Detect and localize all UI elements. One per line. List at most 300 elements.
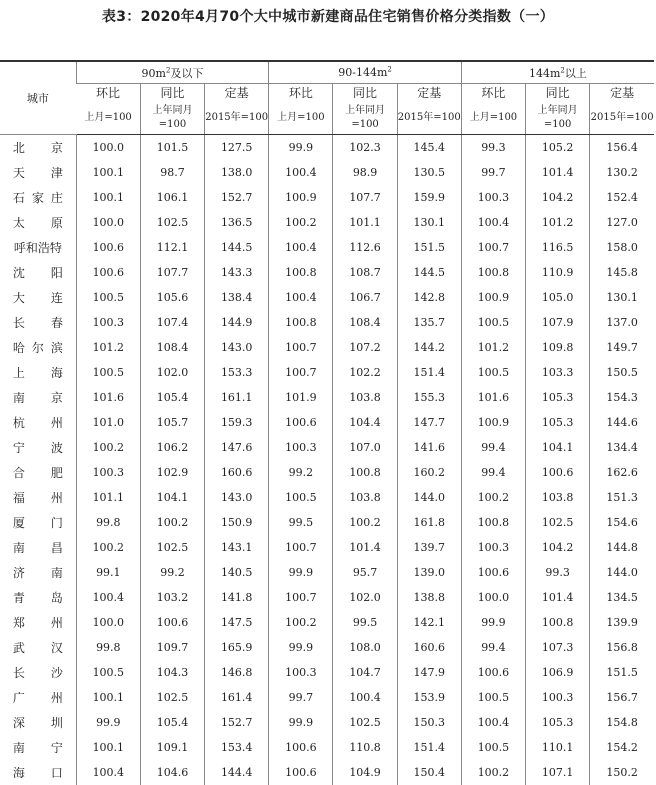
index-value-cell: 143.0 — [205, 335, 269, 360]
index-value-cell: 104.2 — [526, 535, 590, 560]
index-value-cell: 161.4 — [205, 685, 269, 710]
index-value-cell: 100.1 — [76, 160, 140, 185]
index-value-cell: 99.1 — [76, 560, 140, 585]
index-value-cell: 154.2 — [590, 735, 654, 760]
table-row — [0, 410, 654, 435]
index-value-cell: 100.6 — [269, 760, 333, 785]
index-value-cell: 107.0 — [333, 435, 397, 460]
city-name-cell — [0, 760, 76, 785]
index-value-cell: 153.4 — [205, 735, 269, 760]
index-value-cell: 151.5 — [397, 235, 461, 260]
city-name: 哈尔滨 — [12, 341, 63, 355]
index-value-cell: 101.4 — [526, 585, 590, 610]
city-name: 武汉 — [12, 641, 63, 655]
city-name-cell — [0, 510, 76, 535]
index-value-cell: 156.8 — [590, 635, 654, 660]
table-row — [0, 660, 654, 685]
city-name: 天津 — [12, 166, 63, 180]
subheader-yoy: 同比 — [333, 84, 397, 102]
index-value-cell: 145.4 — [397, 135, 461, 161]
table-row — [0, 235, 654, 260]
index-value-cell: 159.3 — [205, 410, 269, 435]
index-value-cell: 100.7 — [269, 585, 333, 610]
index-value-cell: 100.3 — [526, 685, 590, 710]
index-value-cell: 158.0 — [590, 235, 654, 260]
index-value-cell: 150.2 — [590, 760, 654, 785]
index-value-cell: 152.7 — [205, 710, 269, 735]
index-value-cell: 108.0 — [333, 635, 397, 660]
index-value-cell: 104.6 — [140, 760, 204, 785]
index-value-cell: 99.4 — [461, 635, 525, 660]
table-row — [0, 335, 654, 360]
index-value-cell: 144.4 — [205, 760, 269, 785]
subheader-fixed-base: 定基 — [397, 84, 461, 102]
index-value-cell: 147.9 — [397, 660, 461, 685]
index-value-cell: 105.2 — [526, 135, 590, 161]
index-value-cell: 99.3 — [526, 560, 590, 585]
index-value-cell: 102.9 — [140, 460, 204, 485]
city-name-cell — [0, 460, 76, 485]
base-label-fixed-base: 2015年=100 — [397, 101, 461, 135]
table-row — [0, 435, 654, 460]
index-value-cell: 100.2 — [269, 210, 333, 235]
index-value-cell: 110.8 — [333, 735, 397, 760]
city-name-cell — [0, 735, 76, 760]
city-name: 太原 — [12, 216, 63, 230]
index-value-cell: 160.6 — [205, 460, 269, 485]
base-label-yoy: 上年同月=100 — [526, 101, 590, 135]
index-value-cell: 144.2 — [397, 335, 461, 360]
index-value-cell: 151.3 — [590, 485, 654, 510]
index-value-cell: 95.7 — [333, 560, 397, 585]
city-name-cell — [0, 535, 76, 560]
index-value-cell: 102.5 — [333, 710, 397, 735]
index-value-cell: 144.5 — [205, 235, 269, 260]
index-value-cell: 150.9 — [205, 510, 269, 535]
index-value-cell: 161.1 — [205, 385, 269, 410]
index-value-cell: 138.8 — [397, 585, 461, 610]
city-name: 福州 — [12, 491, 63, 505]
index-value-cell: 99.7 — [269, 685, 333, 710]
base-label-mom: 上月=100 — [461, 101, 525, 135]
index-value-cell: 102.0 — [333, 585, 397, 610]
index-value-cell: 112.1 — [140, 235, 204, 260]
index-value-cell: 100.5 — [76, 285, 140, 310]
index-value-cell: 100.7 — [269, 360, 333, 385]
table-row — [0, 710, 654, 735]
subheader-mom: 环比 — [269, 84, 333, 102]
index-value-cell: 109.8 — [526, 335, 590, 360]
index-value-cell: 143.3 — [205, 260, 269, 285]
table-row — [0, 585, 654, 610]
index-value-cell: 135.7 — [397, 310, 461, 335]
index-value-cell: 105.4 — [140, 710, 204, 735]
index-value-cell: 100.8 — [269, 310, 333, 335]
city-name-cell — [0, 435, 76, 460]
city-name-cell — [0, 485, 76, 510]
index-value-cell: 134.4 — [590, 435, 654, 460]
index-value-cell: 142.1 — [397, 610, 461, 635]
subheader-yoy: 同比 — [526, 84, 590, 102]
index-value-cell: 101.2 — [76, 335, 140, 360]
index-value-cell: 150.5 — [590, 360, 654, 385]
index-value-cell: 103.8 — [333, 385, 397, 410]
city-name: 南宁 — [12, 741, 63, 755]
city-name-cell — [0, 235, 76, 260]
index-value-cell: 151.5 — [590, 660, 654, 685]
index-value-cell: 100.3 — [461, 535, 525, 560]
index-value-cell: 102.5 — [140, 685, 204, 710]
city-name: 深圳 — [12, 716, 63, 730]
index-value-cell: 99.8 — [76, 510, 140, 535]
table-row — [0, 185, 654, 210]
index-value-cell: 103.3 — [526, 360, 590, 385]
index-value-cell: 154.3 — [590, 385, 654, 410]
index-value-cell: 161.8 — [397, 510, 461, 535]
index-value-cell: 99.8 — [76, 635, 140, 660]
city-name: 宁波 — [12, 441, 63, 455]
subheader-yoy: 同比 — [140, 84, 204, 102]
city-name: 呼和浩特 — [13, 241, 62, 255]
index-value-cell: 138.4 — [205, 285, 269, 310]
index-value-cell: 104.9 — [333, 760, 397, 785]
index-value-cell: 141.6 — [397, 435, 461, 460]
index-value-cell: 101.6 — [461, 385, 525, 410]
index-value-cell: 112.6 — [333, 235, 397, 260]
index-value-cell: 110.1 — [526, 735, 590, 760]
index-value-cell: 109.7 — [140, 635, 204, 660]
index-value-cell: 100.7 — [269, 335, 333, 360]
index-value-cell: 100.5 — [76, 360, 140, 385]
city-name: 石家庄 — [12, 191, 63, 205]
index-value-cell: 104.1 — [526, 435, 590, 460]
index-value-cell: 100.2 — [76, 535, 140, 560]
subheader-mom: 环比 — [461, 84, 525, 102]
index-value-cell: 105.0 — [526, 285, 590, 310]
group-header-small: $90m^2$及以下 — [76, 61, 269, 84]
city-name-cell — [0, 335, 76, 360]
city-name: 上海 — [12, 366, 63, 380]
table-row — [0, 285, 654, 310]
index-value-cell: 100.5 — [269, 485, 333, 510]
index-value-cell: 99.4 — [461, 460, 525, 485]
index-value-cell: 105.3 — [526, 710, 590, 735]
city-name-cell — [0, 260, 76, 285]
index-value-cell: 141.8 — [205, 585, 269, 610]
index-value-cell: 144.6 — [590, 410, 654, 435]
index-value-cell: 104.1 — [140, 485, 204, 510]
index-value-cell: 144.5 — [397, 260, 461, 285]
base-label-yoy: 上年同月=100 — [333, 101, 397, 135]
index-value-cell: 147.7 — [397, 410, 461, 435]
table-row — [0, 635, 654, 660]
index-value-cell: 100.2 — [461, 760, 525, 785]
index-value-cell: 149.7 — [590, 335, 654, 360]
base-label-yoy: 上年同月=100 — [140, 101, 204, 135]
index-value-cell: 100.2 — [76, 435, 140, 460]
index-value-cell: 106.7 — [333, 285, 397, 310]
index-value-cell: 139.0 — [397, 560, 461, 585]
index-value-cell: 154.6 — [590, 510, 654, 535]
index-value-cell: 100.9 — [461, 410, 525, 435]
index-value-cell: 100.0 — [76, 610, 140, 635]
table-row — [0, 510, 654, 535]
index-value-cell: 156.4 — [590, 135, 654, 161]
index-value-cell: 100.2 — [333, 510, 397, 535]
index-value-cell: 103.8 — [526, 485, 590, 510]
index-value-cell: 139.7 — [397, 535, 461, 560]
index-value-cell: 100.7 — [269, 535, 333, 560]
index-value-cell: 152.4 — [590, 185, 654, 210]
index-value-cell: 100.6 — [76, 235, 140, 260]
index-value-cell: 100.5 — [76, 660, 140, 685]
index-value-cell: 100.8 — [269, 260, 333, 285]
index-value-cell: 100.1 — [76, 185, 140, 210]
index-value-cell: 101.2 — [526, 210, 590, 235]
city-name-cell — [0, 385, 76, 410]
index-value-cell: 99.9 — [76, 710, 140, 735]
table-row — [0, 535, 654, 560]
index-value-cell: 100.5 — [461, 310, 525, 335]
index-value-cell: 100.4 — [333, 685, 397, 710]
index-value-cell: 102.5 — [140, 210, 204, 235]
index-value-cell: 100.0 — [76, 210, 140, 235]
index-value-cell: 100.3 — [76, 310, 140, 335]
index-value-cell: 100.4 — [269, 160, 333, 185]
index-value-cell: 100.6 — [269, 735, 333, 760]
city-name-cell — [0, 410, 76, 435]
index-value-cell: 100.1 — [76, 735, 140, 760]
index-value-cell: 98.9 — [333, 160, 397, 185]
index-value-cell: 102.0 — [140, 360, 204, 385]
index-value-cell: 106.1 — [140, 185, 204, 210]
index-value-cell: 100.2 — [269, 610, 333, 635]
city-name: 北京 — [12, 141, 63, 155]
index-value-cell: 100.2 — [461, 485, 525, 510]
index-value-cell: 100.0 — [76, 135, 140, 161]
index-value-cell: 139.9 — [590, 610, 654, 635]
index-value-cell: 100.1 — [76, 685, 140, 710]
city-name: 广州 — [12, 691, 63, 705]
city-name: 郑州 — [12, 616, 63, 630]
index-value-cell: 107.4 — [140, 310, 204, 335]
city-name: 青岛 — [12, 591, 63, 605]
index-value-cell: 108.4 — [333, 310, 397, 335]
index-value-cell: 152.7 — [205, 185, 269, 210]
index-value-cell: 100.9 — [461, 285, 525, 310]
index-value-cell: 100.6 — [526, 460, 590, 485]
index-value-cell: 108.7 — [333, 260, 397, 285]
index-value-cell: 102.2 — [333, 360, 397, 385]
index-value-cell: 105.7 — [140, 410, 204, 435]
index-value-cell: 99.4 — [461, 435, 525, 460]
city-name: 厦门 — [12, 516, 63, 530]
city-name-cell — [0, 635, 76, 660]
index-value-cell: 130.2 — [590, 160, 654, 185]
index-value-cell: 101.6 — [76, 385, 140, 410]
index-value-cell: 151.4 — [397, 360, 461, 385]
index-value-cell: 101.1 — [333, 210, 397, 235]
index-value-cell: 99.9 — [269, 560, 333, 585]
index-value-cell: 100.3 — [269, 660, 333, 685]
base-label-mom: 上月=100 — [76, 101, 140, 135]
price-index-table — [0, 60, 654, 785]
index-value-cell: 100.6 — [461, 660, 525, 685]
index-value-cell: 144.0 — [590, 560, 654, 585]
subheader-fixed-base: 定基 — [205, 84, 269, 102]
table-row — [0, 385, 654, 410]
table-row — [0, 760, 654, 785]
city-name: 长沙 — [12, 666, 63, 680]
city-name: 长春 — [12, 316, 63, 330]
city-name-cell — [0, 685, 76, 710]
index-value-cell: 130.1 — [590, 285, 654, 310]
index-value-cell: 101.9 — [269, 385, 333, 410]
index-value-cell: 100.4 — [76, 585, 140, 610]
table-row — [0, 360, 654, 385]
index-value-cell: 106.2 — [140, 435, 204, 460]
index-value-cell: 136.5 — [205, 210, 269, 235]
page-title: 表3：2020年4月70个大中城市新建商品住宅销售价格分类指数（一） — [101, 9, 555, 25]
index-value-cell: 100.5 — [461, 685, 525, 710]
index-value-cell: 104.7 — [333, 660, 397, 685]
table-row — [0, 160, 654, 185]
index-value-cell: 100.9 — [269, 185, 333, 210]
city-name-cell — [0, 310, 76, 335]
index-value-cell: 100.7 — [461, 235, 525, 260]
index-value-cell: 100.5 — [461, 360, 525, 385]
index-value-cell: 153.3 — [205, 360, 269, 385]
index-value-cell: 107.9 — [526, 310, 590, 335]
index-value-cell: 99.9 — [269, 635, 333, 660]
index-value-cell: 100.8 — [333, 460, 397, 485]
index-value-cell: 143.0 — [205, 485, 269, 510]
index-value-cell: 101.0 — [76, 410, 140, 435]
index-value-cell: 100.4 — [269, 235, 333, 260]
index-value-cell: 104.3 — [140, 660, 204, 685]
index-value-cell: 109.1 — [140, 735, 204, 760]
subheader-mom: 环比 — [96, 86, 121, 100]
city-column-header: 城市 — [0, 61, 76, 135]
index-value-cell: 146.8 — [205, 660, 269, 685]
index-value-cell: 101.1 — [76, 485, 140, 510]
index-value-cell: 116.5 — [526, 235, 590, 260]
index-value-cell: 101.5 — [140, 135, 204, 161]
base-label-mom: 上月=100 — [269, 101, 333, 135]
base-label-fixed-base: 2015年=100 — [205, 101, 269, 135]
city-name: 大连 — [12, 291, 63, 305]
table-row — [0, 310, 654, 335]
index-value-cell: 151.4 — [397, 735, 461, 760]
city-name: 沈阳 — [12, 266, 63, 280]
index-value-cell: 154.8 — [590, 710, 654, 735]
table-row — [0, 685, 654, 710]
index-value-cell: 100.3 — [461, 185, 525, 210]
city-name: 海口 — [12, 766, 63, 780]
index-value-cell: 127.5 — [205, 135, 269, 161]
city-name-cell — [0, 285, 76, 310]
table-row — [0, 135, 654, 161]
city-name: 合肥 — [12, 466, 63, 480]
table-row — [0, 735, 654, 760]
index-value-cell: 100.8 — [461, 260, 525, 285]
index-value-cell: 147.5 — [205, 610, 269, 635]
index-value-cell: 102.5 — [526, 510, 590, 535]
index-value-cell: 99.7 — [461, 160, 525, 185]
city-name-cell — [0, 610, 76, 635]
table-row — [0, 560, 654, 585]
index-value-cell: 100.8 — [461, 510, 525, 535]
index-value-cell: 159.9 — [397, 185, 461, 210]
city-name: 杭州 — [12, 416, 63, 430]
index-value-cell: 145.8 — [590, 260, 654, 285]
index-value-cell: 99.9 — [269, 710, 333, 735]
index-value-cell: 108.4 — [140, 335, 204, 360]
city-name-cell — [0, 360, 76, 385]
index-value-cell: 100.0 — [461, 585, 525, 610]
group-header-medium: $90-144m^2$ — [269, 61, 462, 84]
index-value-cell: 165.9 — [205, 635, 269, 660]
index-value-cell: 100.4 — [76, 760, 140, 785]
index-value-cell: 104.4 — [333, 410, 397, 435]
index-value-cell: 162.6 — [590, 460, 654, 485]
index-value-cell: 102.3 — [333, 135, 397, 161]
table-row — [0, 460, 654, 485]
index-value-cell: 155.3 — [397, 385, 461, 410]
city-name-cell — [0, 160, 76, 185]
index-value-cell: 156.7 — [590, 685, 654, 710]
table-row — [0, 260, 654, 285]
city-name: 南京 — [12, 391, 63, 405]
index-value-cell: 107.1 — [526, 760, 590, 785]
index-value-cell: 100.8 — [526, 610, 590, 635]
index-value-cell: 103.8 — [333, 485, 397, 510]
index-value-cell: 147.6 — [205, 435, 269, 460]
index-value-cell: 153.9 — [397, 685, 461, 710]
index-value-cell: 110.9 — [526, 260, 590, 285]
index-value-cell: 140.5 — [205, 560, 269, 585]
index-value-cell: 100.6 — [269, 410, 333, 435]
index-value-cell: 100.2 — [140, 510, 204, 535]
index-value-cell: 101.4 — [526, 160, 590, 185]
index-value-cell: 99.5 — [269, 510, 333, 535]
city-name-cell — [0, 135, 76, 161]
index-value-cell: 99.9 — [269, 135, 333, 161]
index-value-cell: 160.6 — [397, 635, 461, 660]
index-value-cell: 127.0 — [590, 210, 654, 235]
index-value-cell: 100.4 — [269, 285, 333, 310]
index-value-cell: 105.3 — [526, 385, 590, 410]
index-value-cell: 100.4 — [461, 210, 525, 235]
index-value-cell: 142.8 — [397, 285, 461, 310]
base-label-fixed-base: 2015年=100 — [590, 101, 654, 135]
index-value-cell: 143.1 — [205, 535, 269, 560]
index-value-cell: 100.3 — [269, 435, 333, 460]
index-value-cell: 107.7 — [140, 260, 204, 285]
index-value-cell: 100.4 — [461, 710, 525, 735]
index-value-cell: 107.3 — [526, 635, 590, 660]
table-row — [0, 210, 654, 235]
index-value-cell: 160.2 — [397, 460, 461, 485]
index-value-cell: 150.3 — [397, 710, 461, 735]
group-header-large: $144m^2$以上 — [461, 61, 654, 84]
city-name: 济南 — [12, 566, 63, 580]
index-value-cell: 144.0 — [397, 485, 461, 510]
city-name-cell — [0, 560, 76, 585]
index-value-cell: 102.5 — [140, 535, 204, 560]
index-value-cell: 104.2 — [526, 185, 590, 210]
index-value-cell: 99.2 — [269, 460, 333, 485]
